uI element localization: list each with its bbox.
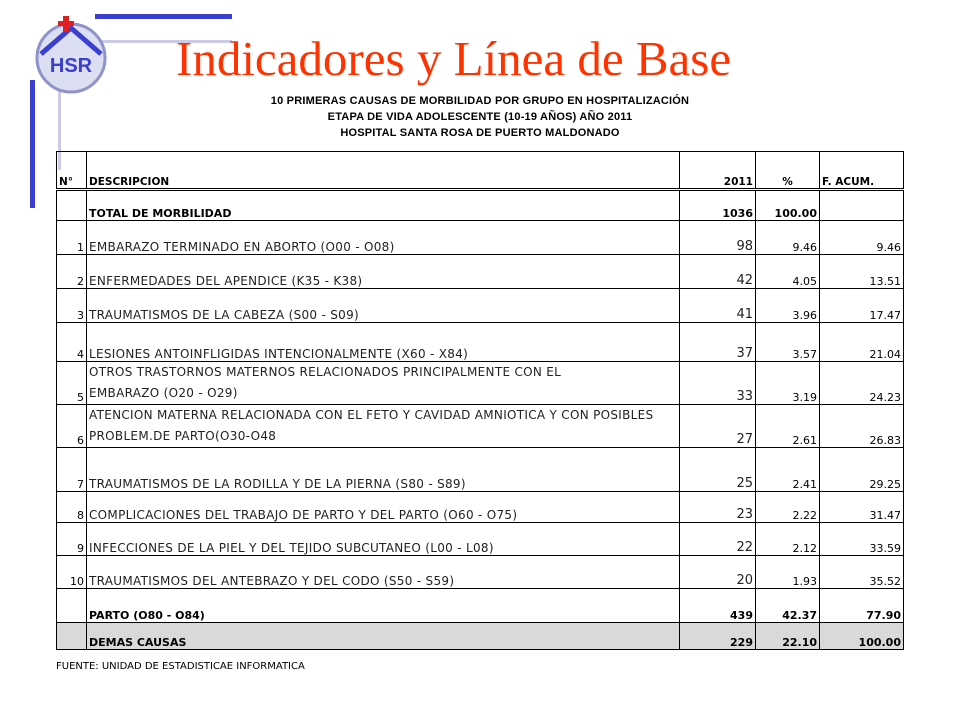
table-row: 7 TRAUMATISMOS DE LA RODILLA Y DE LA PIERNA (S80 - S89) 25 2.41 29.25	[57, 448, 904, 492]
slide-title: Indicadores y Línea de Base	[176, 31, 732, 86]
header-pct: %	[756, 152, 820, 190]
parto-desc: PARTO (O80 - O84)	[87, 589, 680, 623]
hospital-logo	[33, 14, 109, 94]
caption-line-3: HOSPITAL SANTA ROSA DE PUERTO MALDONADO	[340, 127, 620, 139]
table-row: 5 OTROS TRASTORNOS MATERNOS RELACIONADOS PRINCIPALMENTE CON EL EMBARAZO (O20 - O29) 33 3.19 24.23	[57, 362, 904, 405]
demas-desc: DEMAS CAUSAS	[87, 623, 680, 650]
parto-cum: 77.90	[820, 589, 904, 623]
morbidity-table	[56, 151, 904, 650]
total-year: 1036	[680, 190, 756, 221]
table-row: 2 ENFERMEDADES DEL APENDICE (K35 - K38) 42 4.05 13.51	[57, 255, 904, 289]
demas-cum: 100.00	[820, 623, 904, 650]
demas-year: 229	[680, 623, 756, 650]
parto-year: 439	[680, 589, 756, 623]
total-desc: TOTAL DE MORBILIDAD	[87, 190, 680, 221]
table-row: 9 INFECCIONES DE LA PIEL Y DEL TEJIDO SUBCUTANEO (L00 - L08) 22 2.12 33.59	[57, 523, 904, 556]
header-desc: DESCRIPCION	[87, 152, 680, 190]
table-header-row	[57, 152, 904, 190]
decor-bar-left	[30, 80, 35, 208]
decor-bar-top	[95, 14, 232, 19]
table-row: 6 ATENCION MATERNA RELACIONADA CON EL FETO Y CAVIDAD AMNIOTICA Y CON POSIBLES PROBLEM.DE PARTO(O30-O48 27 2.61 26.83	[57, 405, 904, 448]
parto-pct: 42.37	[756, 589, 820, 623]
source-footnote: FUENTE: UNIDAD DE ESTADISTICAE INFORMATICA	[56, 661, 305, 672]
header-year: 2011	[680, 152, 756, 190]
table-row-total	[57, 190, 904, 221]
caption-line-1: 10 PRIMERAS CAUSAS DE MORBILIDAD POR GRUPO EN HOSPITALIZACIÓN	[270, 95, 690, 107]
header-cum: F. ACUM.	[820, 152, 904, 190]
table-row: 10 TRAUMATISMOS DEL ANTEBRAZO Y DEL CODO (S50 - S59) 20 1.93 35.52	[57, 556, 904, 589]
table-row-demas	[57, 623, 904, 650]
table-row: 4 LESIONES ANTOINFLIGIDAS INTENCIONALMENTE (X60 - X84) 37 3.57 21.04	[57, 323, 904, 362]
table-row: 8 COMPLICACIONES DEL TRABAJO DE PARTO Y DEL PARTO (O60 - O75) 23 2.22 31.47	[57, 492, 904, 523]
table-caption	[160, 93, 800, 141]
table-row-parto	[57, 589, 904, 623]
demas-pct: 22.10	[756, 623, 820, 650]
header-num: N°	[57, 152, 87, 190]
caption-line-2: ETAPA DE VIDA ADOLESCENTE (10-19 AÑOS) AÑO 2011	[327, 111, 633, 123]
table-row: 3 TRAUMATISMOS DE LA CABEZA (S00 - S09) 41 3.96 17.47	[57, 289, 904, 323]
total-pct: 100.00	[756, 190, 820, 221]
table-row: 1 EMBARAZO TERMINADO EN ABORTO (O00 - O08) 98 9.46 9.46	[57, 221, 904, 255]
logo-text: HSR	[49, 55, 93, 77]
